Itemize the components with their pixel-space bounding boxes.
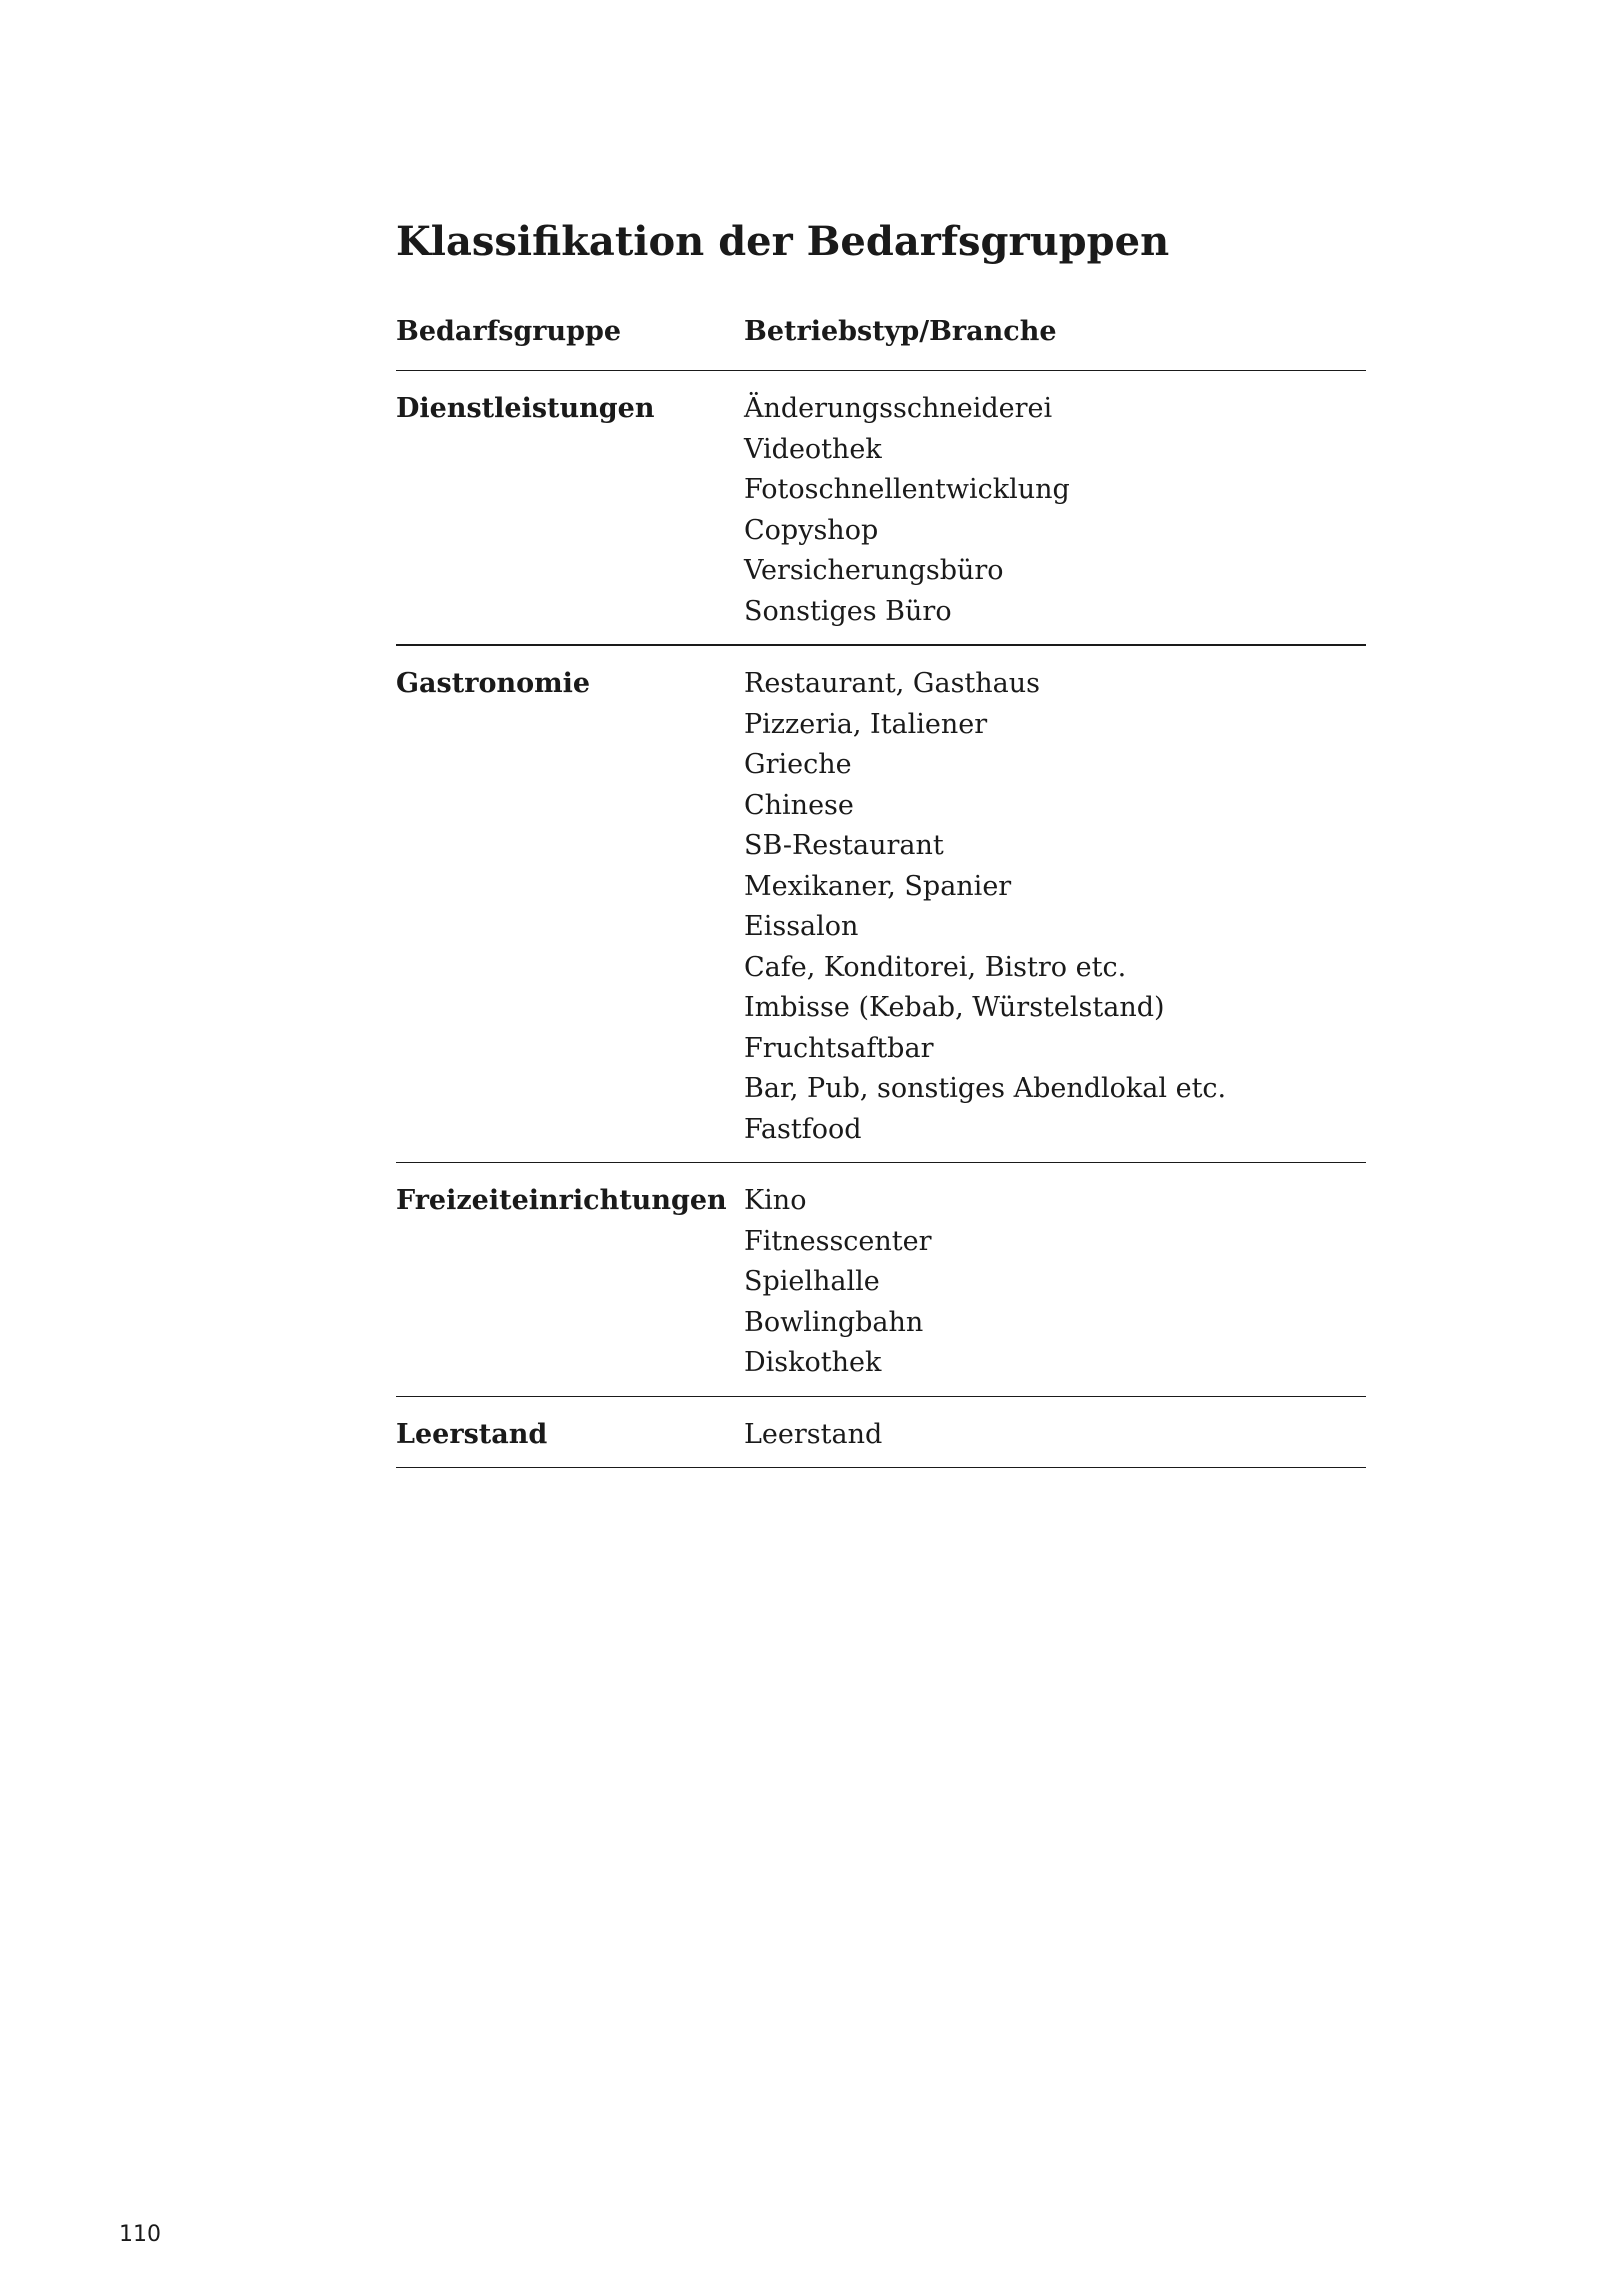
list-item: Fastfood [744, 1113, 862, 1145]
list-item: Videothek [744, 433, 882, 465]
list-item: Versicherungsbüro [744, 555, 1004, 586]
list-item: Chinese [744, 789, 854, 821]
page-title: Klassifikation der Bedarfsgruppen [396, 218, 1170, 265]
table-header [396, 312, 1366, 371]
header-bedarfsgruppe: Bedarfsgruppe [396, 316, 622, 347]
list-item: Sonstiges Büro [744, 595, 952, 627]
group-dienstleistungen [396, 371, 1366, 646]
list-item: Fotoschnellentwicklung [744, 474, 1070, 505]
list-item: Grieche [744, 749, 852, 780]
list-item: Eissalon [744, 911, 859, 942]
list-item: Spielhalle [744, 1266, 880, 1297]
group-name: Freizeiteinrichtungen [396, 1185, 727, 1216]
item-list [744, 1181, 1366, 1384]
list-item: Bowlingbahn [744, 1306, 924, 1338]
group-name: Gastronomie [396, 668, 591, 699]
list-item: Diskothek [744, 1347, 882, 1378]
list-item: Fitnesscenter [744, 1225, 932, 1257]
list-item: Restaurant, Gasthaus [744, 668, 1041, 699]
list-item: Pizzeria, Italiener [744, 708, 988, 740]
group-leerstand [396, 1397, 1366, 1469]
list-item: Leerstand [744, 1418, 883, 1450]
list-item: Kino [744, 1185, 807, 1216]
list-item: Änderungsschneiderei [744, 393, 1053, 424]
group-freizeiteinrichtungen [396, 1163, 1366, 1397]
header-betriebstyp: Betriebstyp/Branche [744, 316, 1057, 347]
item-list [744, 389, 1366, 632]
list-item: SB-Restaurant [744, 830, 944, 861]
list-item: Imbisse (Kebab, Würstelstand) [744, 992, 1165, 1023]
group-name: Leerstand [396, 1418, 548, 1450]
list-item: Cafe, Konditorei, Bistro etc. [744, 951, 1127, 983]
list-item: Bar, Pub, sonstiges Abendlokal etc. [744, 1073, 1227, 1104]
list-item: Mexikaner, Spanier [744, 870, 1012, 902]
group-name: Dienstleistungen [396, 393, 655, 424]
list-item: Copyshop [744, 514, 879, 546]
classification-table [396, 312, 1366, 1468]
item-list [744, 664, 1366, 1150]
item-list [744, 1415, 1366, 1456]
group-gastronomie [396, 646, 1366, 1163]
list-item: Fruchtsaftbar [744, 1032, 934, 1064]
page-number: 110 [119, 2222, 161, 2247]
